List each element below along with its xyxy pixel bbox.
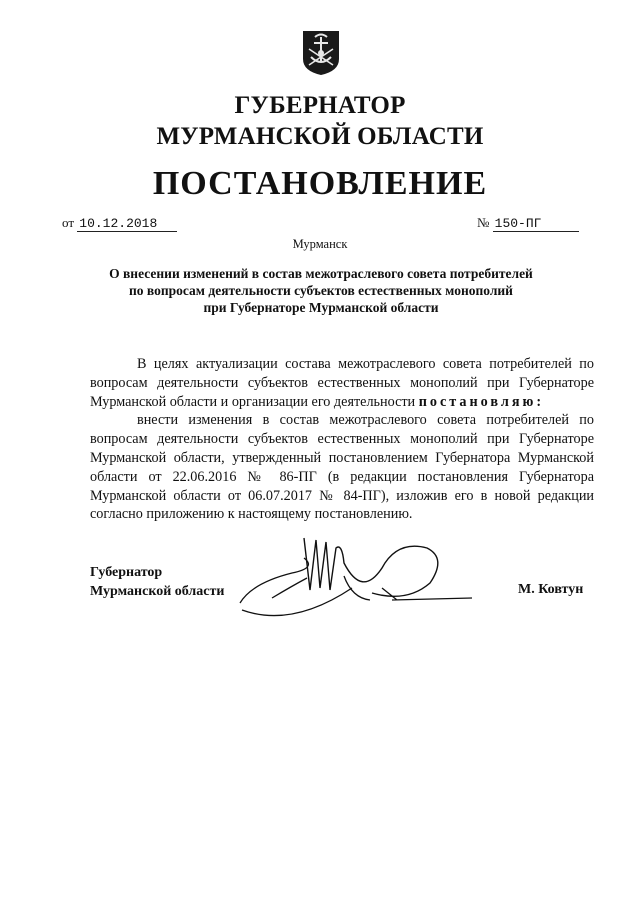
signatory-name: М. Ковтун: [518, 582, 584, 597]
position-line: Мурманской области: [90, 584, 225, 599]
authority-region: МУРМАНСКОЙ ОБЛАСТИ: [156, 123, 484, 150]
date-prefix: от: [62, 215, 75, 230]
document-date: 10.12.2018: [77, 216, 177, 232]
paragraph-text: В целях актуализации состава межотраслевого совета потребителей по вопросам деятельности субъектов естественных монополий при Губернаторе Мурманской области и организации его деятельности: [90, 356, 594, 410]
paragraph: внести изменения в состав межотраслевого совета потребителей по вопросам деятельности субъектов естественных монополий при Губернаторе Мурманской области, утвержденный постановлением Губернатора Мурманской области от 22.06.2016 № 86-ПГ (в редакции постановления Губернатора Мурманской области от 06.07.2017 № 84-ПГ), изложив его в новой редакции согласно приложению к настоящему постановлению.: [90, 412, 594, 523]
title-line: по вопросам деятельности субъектов естественных монополий: [129, 283, 513, 298]
document-title: [90, 265, 552, 316]
authority-block: [0, 90, 640, 152]
coat-of-arms-icon: [301, 29, 341, 76]
document-type: ПОСТАНОВЛЕНИЕ: [152, 165, 488, 202]
handwritten-signature: [232, 528, 502, 638]
title-line: при Губернаторе Мурманской области: [203, 300, 439, 315]
number-row: [477, 215, 579, 232]
city: Мурманск: [292, 237, 348, 251]
position-line: Губернатор: [90, 565, 163, 580]
signatory-position: [90, 563, 224, 601]
authority-title: ГУБЕРНАТОР: [234, 92, 406, 119]
document-number: 150-ПГ: [493, 216, 579, 232]
paragraph: [90, 355, 594, 411]
resolution-keyword: постановляю:: [418, 393, 545, 410]
number-prefix: №: [477, 215, 490, 230]
date-row: [62, 215, 177, 232]
document-body: [90, 355, 594, 524]
title-line: О внесении изменений в состав межотраслевого совета потребителей: [109, 266, 533, 281]
